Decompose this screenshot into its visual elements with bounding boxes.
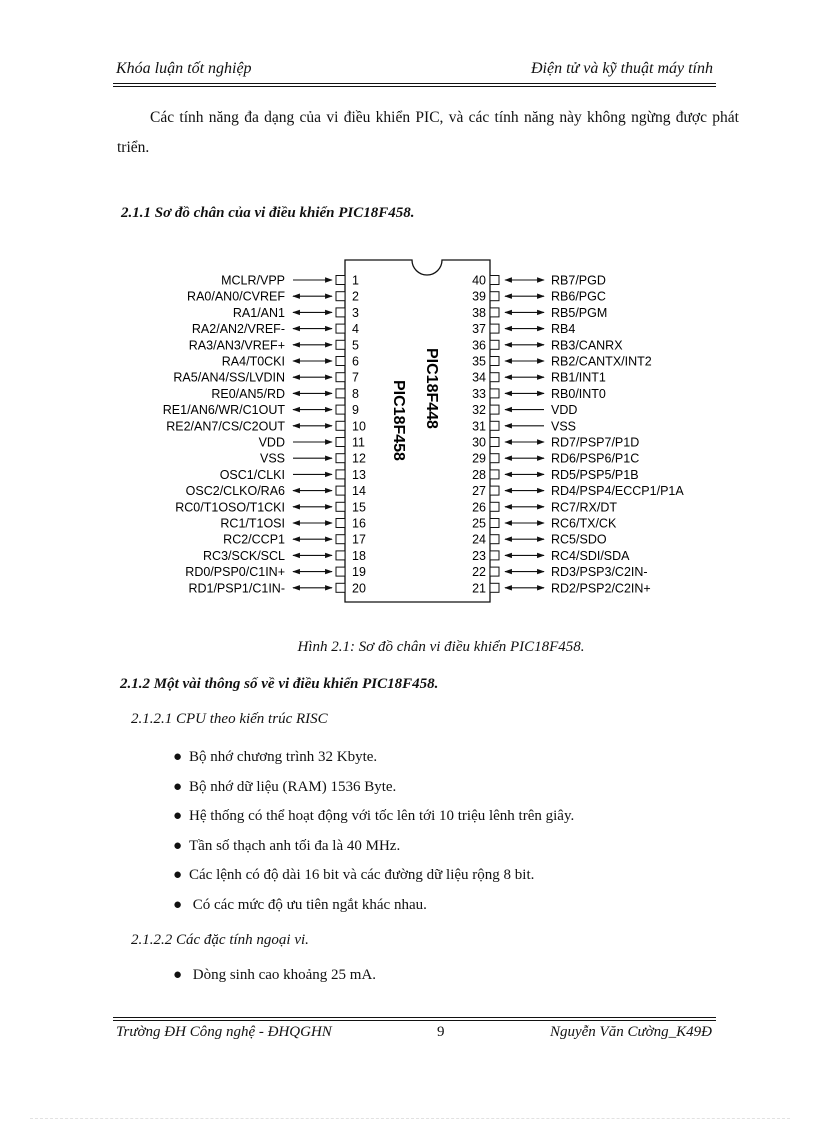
pin-label: VSS xyxy=(551,419,577,434)
header-rule xyxy=(113,83,716,87)
pin-label: MCLR/VPP xyxy=(221,273,285,288)
pin-pad xyxy=(490,421,499,430)
pin-row-left xyxy=(211,387,359,401)
pin-pad xyxy=(490,373,499,382)
pin-number: 12 xyxy=(352,451,366,466)
pin-label: RB3/CANRX xyxy=(551,338,623,353)
pin-row-right xyxy=(472,484,684,498)
pin-label: RB5/PGM xyxy=(551,305,608,320)
pin-label: RA5/AN4/SS/LVDIN xyxy=(173,370,285,385)
pin-pad xyxy=(490,535,499,544)
pin-pad xyxy=(490,357,499,366)
pin-pad xyxy=(336,454,345,463)
footer-left: Trường ĐH Công nghệ - ĐHQGHN xyxy=(116,1024,332,1040)
pin-row-left xyxy=(173,371,359,385)
pin-number: 40 xyxy=(472,273,486,288)
pin-label: RC2/CCP1 xyxy=(223,532,285,547)
pin-label: RB6/PGC xyxy=(551,289,606,304)
pin-number: 20 xyxy=(352,581,366,596)
pin-label: RE2/AN7/CS/C2OUT xyxy=(166,419,285,434)
pin-row-left xyxy=(166,419,366,433)
pin-pad xyxy=(336,438,345,447)
list-item: ● Bộ nhớ chương trình 32 Kbyte. xyxy=(173,749,378,765)
pin-label: RB1/INT1 xyxy=(551,370,606,385)
pin-number: 7 xyxy=(352,370,359,385)
pin-label: RB7/PGD xyxy=(551,273,606,288)
pin-number: 36 xyxy=(472,338,486,353)
pin-row-right xyxy=(472,436,639,450)
pin-label: RE0/AN5/RD xyxy=(211,386,285,401)
pin-pad xyxy=(490,567,499,576)
pin-number: 5 xyxy=(352,338,359,353)
pin-pad xyxy=(336,373,345,382)
pin-number: 13 xyxy=(352,467,366,482)
section-heading-2-1-1: 2.1.1 Sơ đồ chân của vi điều khiển PIC18F458. xyxy=(121,205,415,221)
pin-pad xyxy=(336,502,345,511)
pin-row-left xyxy=(186,484,366,498)
list-item: ● Hệ thống có thể hoạt động với tốc lên tới 10 triệu lênh trên giây. xyxy=(173,808,575,824)
pin-pad xyxy=(336,486,345,495)
pin-number: 25 xyxy=(472,516,486,531)
pin-label: OSC1/CLKI xyxy=(219,467,285,482)
pin-label: RB0/INT0 xyxy=(551,386,606,401)
pin-number: 4 xyxy=(352,322,359,337)
pin-number: 24 xyxy=(472,532,486,547)
pin-pad xyxy=(490,519,499,528)
pin-number: 17 xyxy=(352,532,366,547)
pin-pad xyxy=(490,389,499,398)
pin-row-right xyxy=(472,338,623,352)
pin-row-right xyxy=(472,452,639,466)
pin-label: RC1/T1OSI xyxy=(220,516,285,531)
pin-row-left xyxy=(189,338,359,352)
pin-pad xyxy=(490,502,499,511)
pin-number: 10 xyxy=(352,419,366,434)
pin-label: RA1/AN1 xyxy=(232,305,285,320)
pin-label: RC6/TX/CK xyxy=(551,516,617,531)
pin-pad xyxy=(490,340,499,349)
pin-label: RD4/PSP4/ECCP1/P1A xyxy=(551,484,684,499)
pin-row-right xyxy=(472,290,606,304)
pin-number: 1 xyxy=(352,273,359,288)
pin-row-left xyxy=(233,306,359,320)
list-item: ● Tần số thạch anh tối đa là 40 MHz. xyxy=(173,837,401,854)
pin-pad xyxy=(490,486,499,495)
pin-pad xyxy=(336,421,345,430)
pin-number: 33 xyxy=(472,386,486,401)
pin-pad xyxy=(336,535,345,544)
header-right: Điện tử và kỹ thuật máy tính xyxy=(530,60,713,77)
pin-row-left xyxy=(203,549,366,563)
pin-row-right xyxy=(472,468,638,482)
pin-label: VDD xyxy=(258,435,285,450)
pin-number: 37 xyxy=(472,322,486,337)
pin-number: 15 xyxy=(352,500,366,515)
pin-label: RA2/AN2/VREF- xyxy=(191,322,285,337)
pin-label: RD0/PSP0/C1IN+ xyxy=(185,565,285,580)
pin-label: RC4/SDI/SDA xyxy=(551,548,630,563)
list-item: ● Có các mức độ ưu tiên ngắt khác nhau. xyxy=(173,896,427,913)
section-heading-2-1-2-2: 2.1.2.2 Các đặc tính ngoại vi. xyxy=(131,932,309,948)
page-number: 9 xyxy=(437,1024,445,1040)
pin-pad xyxy=(336,567,345,576)
pin-row-left xyxy=(175,500,366,514)
pin-number: 28 xyxy=(472,467,486,482)
pin-row-right xyxy=(472,533,607,547)
pin-pad xyxy=(336,276,345,285)
pin-number: 21 xyxy=(472,581,486,596)
pin-number: 11 xyxy=(352,435,365,450)
pin-pad xyxy=(490,583,499,592)
pin-label: RD2/PSP2/C2IN+ xyxy=(551,581,651,596)
pin-pad xyxy=(490,454,499,463)
pin-number: 16 xyxy=(352,516,366,531)
pin-pad xyxy=(336,470,345,479)
pin-pad xyxy=(490,438,499,447)
pin-number: 18 xyxy=(352,548,366,563)
chip-label-448: PIC18F448 xyxy=(423,348,440,429)
pin-row-left xyxy=(185,565,366,579)
pin-number: 35 xyxy=(472,354,486,369)
pin-number: 6 xyxy=(352,354,359,369)
pin-number: 30 xyxy=(472,435,486,450)
pin-pad xyxy=(336,583,345,592)
pin-number: 3 xyxy=(352,305,359,320)
list-item: ● Dòng sinh cao khoảng 25 mA. xyxy=(173,967,377,983)
pin-label: RD7/PSP7/P1D xyxy=(551,435,640,450)
pin-label: RA4/T0CKI xyxy=(221,354,285,369)
pin-row-right xyxy=(472,500,617,514)
pin-pad xyxy=(336,292,345,301)
pin-label: VSS xyxy=(259,451,285,466)
pin-number: 9 xyxy=(352,403,359,418)
pin-label: RC0/T1OSO/T1CKI xyxy=(175,500,285,515)
pin-label: RD5/PSP5/P1B xyxy=(551,467,639,482)
pin-label: RE1/AN6/WR/C1OUT xyxy=(162,403,285,418)
pin-number: 14 xyxy=(352,484,366,499)
pin-label: RD3/PSP3/C2IN- xyxy=(551,565,648,580)
pin-label: RD6/PSP6/P1C xyxy=(551,451,640,466)
pin-number: 8 xyxy=(352,386,359,401)
pin-diagram xyxy=(140,258,710,610)
pin-number: 26 xyxy=(472,500,486,515)
intro-paragraph: Các tính năng đa dạng của vi điều khiển PIC, và các tính năng này không ngừng được phát triển. xyxy=(117,109,739,156)
pin-row-right xyxy=(472,371,606,385)
pin-label: RA3/AN3/VREF+ xyxy=(188,338,285,353)
pin-pad xyxy=(336,405,345,414)
pin-number: 34 xyxy=(472,370,486,385)
pin-row-left xyxy=(222,355,359,369)
header-left: Khóa luận tốt nghiệp xyxy=(116,60,252,77)
pin-label: RC7/RX/DT xyxy=(551,500,617,515)
pin-row-left xyxy=(220,517,366,531)
pin-number: 23 xyxy=(472,548,486,563)
chip-outline xyxy=(345,260,490,602)
pin-number: 19 xyxy=(352,565,366,580)
pin-pad xyxy=(490,470,499,479)
pin-number: 2 xyxy=(352,289,359,304)
pin-row-left xyxy=(220,468,366,482)
pin-pad xyxy=(490,292,499,301)
pin-pad xyxy=(336,308,345,317)
pin-number: 32 xyxy=(472,403,486,418)
pin-label: VDD xyxy=(551,403,578,418)
list-item: ● Bộ nhớ dữ liệu (RAM) 1536 Byte. xyxy=(173,778,397,795)
pin-number: 39 xyxy=(472,289,486,304)
pin-row-right xyxy=(472,306,607,320)
chip-label-458: PIC18F458 xyxy=(390,380,407,461)
pin-pad xyxy=(490,276,499,285)
figure-caption: Hình 2.1: Sơ đồ chân vi điều khiển PIC18F458. xyxy=(297,639,585,655)
pin-row-right xyxy=(472,581,651,595)
pin-pad xyxy=(490,308,499,317)
pin-pad xyxy=(490,405,499,414)
pin-label: RA0/AN0/CVREF xyxy=(187,289,285,304)
pin-label: RC3/SCK/SCL xyxy=(203,548,285,563)
pin-pad xyxy=(336,340,345,349)
footer-rule xyxy=(113,1017,716,1021)
cpu-bullet-list xyxy=(173,747,574,924)
section-heading-2-1-2-1: 2.1.2.1 CPU theo kiến trúc RISC xyxy=(131,711,328,727)
pin-pad xyxy=(336,389,345,398)
pin-row-right xyxy=(472,517,617,531)
pin-pad xyxy=(490,551,499,560)
pin-label: RB2/CANTX/INT2 xyxy=(551,354,652,369)
pin-row-right xyxy=(472,274,606,288)
pin-row-left xyxy=(221,274,359,288)
pin-number: 38 xyxy=(472,305,486,320)
pin-number: 29 xyxy=(472,451,486,466)
pin-label: RB4 xyxy=(551,322,576,337)
pin-pad xyxy=(336,519,345,528)
pin-row-right xyxy=(472,387,606,401)
pin-row-right xyxy=(472,355,652,369)
pin-row-left xyxy=(187,290,359,304)
pin-label: RD1/PSP1/C1IN- xyxy=(188,581,285,596)
footer-right: Nguyễn Văn Cường_K49Đ xyxy=(549,1024,712,1040)
pin-number: 31 xyxy=(472,419,486,434)
pin-number: 22 xyxy=(472,565,486,580)
pin-number: 27 xyxy=(472,484,486,499)
list-item: ● Các lệnh có độ dài 16 bit và các đường dữ liệu rộng 8 bit. xyxy=(173,867,535,883)
pin-row-left xyxy=(188,581,366,595)
page-divider xyxy=(30,1118,790,1119)
pin-row-right xyxy=(472,549,630,563)
pin-pad xyxy=(336,357,345,366)
pin-row-left xyxy=(192,322,359,336)
pin-pad xyxy=(490,324,499,333)
pin-pad xyxy=(336,551,345,560)
pin-row-right xyxy=(472,565,647,579)
pin-label: RC5/SDO xyxy=(551,532,607,547)
pin-row-left xyxy=(163,403,359,417)
section-heading-2-1-2: 2.1.2 Một vài thông số về vi điều khiển PIC18F458. xyxy=(120,676,439,692)
pin-pad xyxy=(336,324,345,333)
pin-label: OSC2/CLKO/RA6 xyxy=(185,484,285,499)
